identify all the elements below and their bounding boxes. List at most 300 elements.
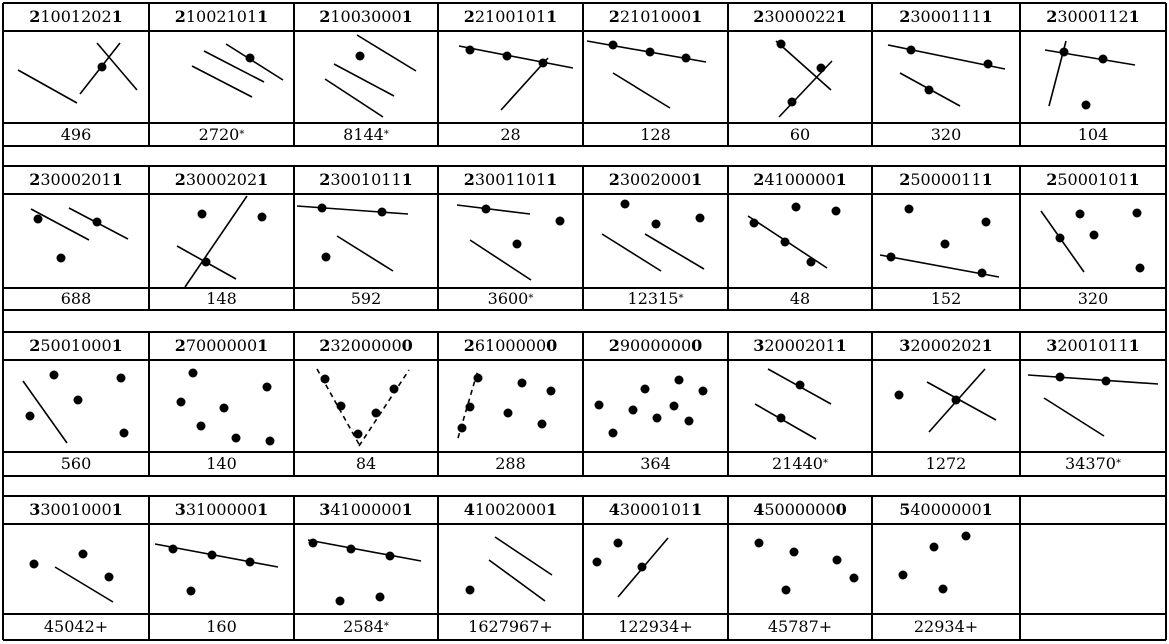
figure-point (386, 552, 395, 561)
figure-point (895, 391, 904, 400)
figure-canvas (1020, 524, 1166, 614)
code-middle-digits: 4000000 (910, 500, 982, 519)
figure-canvas (149, 360, 294, 452)
figure-point (887, 253, 896, 262)
code-first-digit: 2 (463, 7, 475, 26)
figure-point (907, 46, 916, 55)
figure-canvas (438, 194, 583, 288)
configuration-figure (3, 31, 149, 123)
configuration-count (872, 288, 1020, 310)
code-middle-digits: 3000112 (1057, 7, 1129, 26)
figure-line (470, 240, 531, 280)
figure-point (356, 52, 365, 61)
configuration-count (728, 452, 872, 476)
code-last-digit: 1 (1128, 7, 1140, 26)
figure-point (263, 383, 272, 392)
figure-point (1060, 48, 1069, 57)
figure-point (57, 254, 66, 263)
figure-point (682, 54, 691, 63)
code-middle-digits: 5000101 (1057, 170, 1129, 189)
figure-line (1044, 398, 1104, 436)
figure-point (939, 585, 948, 594)
figure-point (621, 200, 630, 209)
figure-point (74, 396, 83, 405)
figure-point (952, 396, 961, 405)
configuration-code (872, 332, 1020, 360)
figure-point (850, 574, 859, 583)
configuration-figure (872, 360, 1020, 452)
figure-point (593, 558, 602, 567)
figure-canvas (3, 194, 149, 288)
configuration-count (294, 452, 438, 476)
figure-canvas (1020, 360, 1166, 452)
figure-point (378, 208, 387, 217)
figure-line (645, 234, 704, 269)
figure-point (641, 385, 650, 394)
figure-point (197, 422, 206, 431)
figure-point (503, 52, 512, 61)
grid-rule (1165, 166, 1167, 310)
count-mark: * (528, 293, 534, 304)
grid-rule (2, 310, 4, 332)
code-middle-digits: 9000000 (619, 336, 692, 355)
code-last-digit: 1 (111, 7, 123, 26)
figure-point (796, 381, 805, 390)
code-middle-digits: 1001202 (40, 7, 112, 26)
code-middle-digits: 4100000 (330, 500, 402, 519)
configuration-count (149, 288, 294, 310)
code-last-digit: 1 (257, 170, 269, 189)
code-first-digit: 2 (899, 7, 911, 26)
code-last-digit: 0 (546, 336, 558, 355)
figure-point (198, 210, 207, 219)
figure-point (1076, 210, 1085, 219)
figure-canvas (872, 524, 1020, 614)
figure-point (547, 387, 556, 396)
configuration-count (294, 288, 438, 310)
figure-canvas (728, 524, 872, 614)
configuration-figure (872, 194, 1020, 288)
code-first-digit: 3 (753, 336, 765, 355)
figure-point (750, 219, 759, 228)
configuration-code (583, 332, 728, 360)
code-middle-digits: 5001000 (40, 336, 112, 355)
code-last-digit: 1 (1128, 170, 1140, 189)
code-middle-digits: 3002000 (619, 170, 692, 189)
code-middle-digits: 6100000 (474, 336, 547, 355)
code-first-digit: 2 (608, 170, 620, 189)
count-mark: * (822, 458, 828, 469)
configuration-count (728, 288, 872, 310)
configuration-code (583, 496, 728, 524)
code-last-digit: 1 (401, 500, 413, 519)
figure-canvas (3, 31, 149, 123)
figure-canvas (728, 31, 872, 123)
code-middle-digits: 1003000 (330, 7, 402, 26)
figure-point (232, 434, 241, 443)
configuration-code (872, 3, 1020, 31)
figure-point (755, 539, 764, 548)
count-value: 560 (60, 454, 92, 473)
grid-rule (1165, 310, 1167, 332)
code-middle-digits: 2000201 (764, 336, 836, 355)
code-last-digit: 0 (691, 336, 703, 355)
figure-point (169, 545, 178, 554)
configuration-code (3, 496, 149, 524)
configuration-count (438, 288, 583, 310)
code-last-digit: 1 (691, 7, 703, 26)
code-last-digit: 1 (835, 7, 847, 26)
count-value: 3600 (487, 289, 529, 308)
configuration-figure (294, 194, 438, 288)
figure-point (653, 414, 662, 423)
figure-canvas (294, 524, 438, 614)
grid-rule (1165, 332, 1167, 476)
figure-point (120, 429, 129, 438)
figure-point (925, 86, 934, 95)
configuration-count (3, 614, 149, 640)
count-mark: + (964, 617, 979, 636)
configuration-count (438, 123, 583, 146)
configuration-code (438, 166, 583, 194)
figure-point (318, 204, 327, 213)
code-last-digit: 1 (691, 170, 703, 189)
count-mark: * (1115, 458, 1121, 469)
count-value: 104 (1077, 124, 1109, 144)
figure-point (696, 214, 705, 223)
count-value: 688 (60, 289, 92, 308)
figure-canvas (149, 524, 294, 614)
code-first-digit: 2 (29, 7, 41, 26)
figure-line (226, 44, 283, 80)
count-value: 45042 (43, 617, 95, 636)
figure-point (322, 253, 331, 262)
code-middle-digits: 3000111 (910, 7, 982, 26)
count-value: 140 (206, 454, 237, 473)
figure-point (336, 597, 345, 606)
count-mark: * (678, 293, 684, 304)
configuration-figure (583, 524, 728, 614)
code-middle-digits: 5000011 (910, 170, 982, 189)
figure-point (458, 424, 467, 433)
code-middle-digits: 2001011 (1057, 336, 1129, 355)
configuration-code (728, 496, 872, 524)
grid-rule (1165, 3, 1167, 146)
code-last-digit: 1 (257, 336, 269, 355)
code-middle-digits: 1002101 (185, 7, 258, 26)
figure-point (26, 412, 35, 421)
code-last-digit: 1 (835, 336, 847, 355)
figure-canvas (583, 31, 728, 123)
figure-point (504, 409, 513, 418)
code-first-digit: 2 (753, 7, 765, 26)
code-middle-digits: 3000201 (40, 170, 112, 189)
figure-line (613, 73, 670, 108)
code-first-digit: 3 (899, 336, 911, 355)
figure-point (646, 48, 655, 57)
figure-point (93, 218, 102, 227)
configuration-count (1020, 123, 1166, 146)
figure-line (459, 46, 573, 68)
configuration-count (3, 288, 149, 310)
figure-point (788, 98, 797, 107)
code-middle-digits: 2101000 (619, 7, 692, 26)
figure-canvas (149, 31, 294, 123)
figure-point (652, 220, 661, 229)
configuration-figure (3, 194, 149, 288)
configuration-figure (1020, 194, 1166, 288)
figure-point (609, 429, 618, 438)
figure-point (321, 375, 330, 384)
configuration-figure (1020, 524, 1166, 614)
configuration-count (438, 452, 583, 476)
count-mark: + (539, 617, 553, 636)
code-last-digit: 1 (835, 170, 847, 189)
figure-point (117, 374, 126, 383)
figure-point (978, 269, 987, 278)
configuration-figure (149, 524, 294, 614)
figure-point (220, 404, 229, 413)
figure-point (202, 258, 211, 267)
count-value: 84 (355, 454, 377, 473)
code-last-digit: 0 (835, 500, 847, 519)
count-value: 12315 (627, 289, 679, 308)
code-last-digit: 1 (111, 336, 123, 355)
count-mark: + (679, 617, 693, 636)
figure-point (614, 539, 623, 548)
count-value: 2720 (198, 124, 240, 144)
configuration-figure (728, 360, 872, 452)
figure-point (50, 371, 59, 380)
configuration-count (728, 123, 872, 146)
configuration-figure (728, 31, 872, 123)
figure-canvas (872, 31, 1020, 123)
configuration-code (728, 332, 872, 360)
configuration-figure (149, 360, 294, 452)
figure-point (347, 545, 356, 554)
configuration-figure (149, 31, 294, 123)
figure-point (556, 217, 565, 226)
figure-canvas (149, 194, 294, 288)
figure-point (782, 586, 791, 595)
configuration-figure (1020, 360, 1166, 452)
configuration-code (728, 3, 872, 31)
figure-point (962, 532, 971, 541)
code-first-digit: 2 (174, 336, 186, 355)
figure-canvas (872, 360, 1020, 452)
code-last-digit: 1 (981, 500, 993, 519)
count-value: 2584 (343, 617, 384, 636)
figure-canvas (438, 360, 583, 452)
figure-point (638, 563, 647, 572)
code-first-digit: 2 (174, 170, 186, 189)
figure-canvas (294, 360, 438, 452)
figure-point (1099, 55, 1108, 64)
code-last-digit: 1 (111, 500, 123, 519)
figure-line (308, 540, 421, 561)
figure-line (337, 236, 393, 271)
figure-line (457, 205, 530, 214)
figure-point (675, 376, 684, 385)
figure-point (372, 409, 381, 418)
configuration-code (149, 496, 294, 524)
count-value: 1627967 (468, 617, 540, 636)
figure-point (833, 556, 842, 565)
code-middle-digits: 5000000 (764, 500, 836, 519)
configuration-code (438, 3, 583, 31)
figure-point (482, 205, 491, 214)
code-first-digit: 2 (1046, 170, 1058, 189)
figure-point (539, 59, 548, 68)
figure-point (817, 64, 826, 73)
count-value: 364 (640, 454, 671, 473)
configuration-figure (583, 194, 728, 288)
code-last-digit: 1 (546, 500, 558, 519)
configuration-figure (1020, 31, 1166, 123)
code-middle-digits: 3200000 (330, 336, 402, 355)
configuration-code (149, 3, 294, 31)
code-last-digit: 1 (546, 7, 558, 26)
code-last-digit: 1 (111, 170, 123, 189)
count-value: 21440 (772, 454, 823, 473)
configuration-code (872, 166, 1020, 194)
count-value: 48 (789, 289, 811, 308)
figure-point (807, 258, 816, 267)
figure-point (538, 420, 547, 429)
code-first-digit: 2 (1046, 7, 1058, 26)
code-first-digit: 2 (463, 170, 475, 189)
code-first-digit: 2 (463, 336, 475, 355)
configuration-code (294, 332, 438, 360)
figure-point (984, 60, 993, 69)
configuration-count (438, 614, 583, 640)
configuration-code (728, 166, 872, 194)
configuration-count (872, 452, 1020, 476)
figure-canvas (728, 194, 872, 288)
figure-point (98, 63, 107, 72)
figure-point (266, 437, 275, 446)
configuration-code (1020, 496, 1166, 524)
configuration-figure (583, 360, 728, 452)
figure-canvas (728, 360, 872, 452)
configuration-figure (438, 524, 583, 614)
count-value: 45787 (767, 617, 819, 636)
configuration-count (149, 123, 294, 146)
configuration-code (438, 332, 583, 360)
configuration-count (3, 452, 149, 476)
grid-rule (2, 476, 4, 496)
figure-point (670, 402, 679, 411)
count-mark: * (383, 621, 389, 632)
code-middle-digits: 7000000 (185, 336, 258, 355)
configuration-figure (872, 31, 1020, 123)
code-last-digit: 1 (981, 336, 993, 355)
figure-line (185, 196, 247, 287)
code-first-digit: 4 (463, 500, 475, 519)
figure-point (466, 46, 475, 55)
figure-canvas (583, 524, 728, 614)
figure-point (189, 369, 198, 378)
grid-rule (1165, 496, 1167, 640)
configuration-code (149, 332, 294, 360)
figure-canvas (1020, 194, 1166, 288)
figure-canvas (438, 31, 583, 123)
count-value: 28 (500, 124, 521, 144)
figure-canvas (3, 524, 149, 614)
code-first-digit: 3 (29, 500, 41, 519)
configuration-code (872, 496, 1020, 524)
code-last-digit: 1 (257, 500, 269, 519)
figure-point (905, 205, 914, 214)
figure-point (1082, 101, 1091, 110)
count-value: 288 (495, 454, 526, 473)
figure-line (357, 35, 416, 71)
configuration-figure (438, 360, 583, 452)
figure-point (1133, 209, 1142, 218)
configuration-code (1020, 3, 1166, 31)
configuration-count (294, 614, 438, 640)
configuration-count (294, 123, 438, 146)
code-first-digit: 2 (174, 7, 186, 26)
count-value: 22934 (913, 617, 965, 636)
configuration-figure (438, 31, 583, 123)
code-first-digit: 2 (319, 336, 331, 355)
figure-point (513, 240, 522, 249)
configuration-code (149, 166, 294, 194)
figure-point (790, 548, 799, 557)
count-value: 128 (640, 124, 671, 144)
figure-point (1136, 264, 1145, 273)
figure-point (1102, 377, 1111, 386)
grid-rule (2, 146, 4, 166)
code-middle-digits: 3000022 (764, 7, 836, 26)
figure-point (699, 387, 708, 396)
configuration-code (1020, 166, 1166, 194)
figure-point (246, 54, 255, 63)
configuration-count (1020, 452, 1166, 476)
figure-line (755, 404, 816, 439)
figure-canvas (872, 194, 1020, 288)
code-middle-digits: 3000101 (619, 500, 692, 519)
configuration-count (872, 123, 1020, 146)
figure-point (777, 414, 786, 423)
code-first-digit: 4 (608, 500, 620, 519)
figure-canvas (583, 360, 728, 452)
code-first-digit: 2 (608, 336, 620, 355)
configuration-figure (149, 194, 294, 288)
grid-rule (1165, 146, 1167, 166)
code-first-digit: 3 (319, 500, 331, 519)
code-first-digit: 2 (753, 170, 765, 189)
figure-point (34, 215, 43, 224)
figure-line (18, 70, 77, 103)
figure-point (466, 403, 475, 412)
code-middle-digits: 1002000 (474, 500, 547, 519)
figure-point (466, 586, 475, 595)
count-mark: * (239, 128, 245, 140)
figure-point (208, 551, 217, 560)
figure-line (489, 560, 545, 601)
count-value: 34370 (1065, 454, 1116, 473)
code-last-digit: 0 (401, 336, 413, 355)
configuration-count (583, 288, 728, 310)
code-last-digit: 1 (691, 500, 703, 519)
configuration-code (3, 166, 149, 194)
code-last-digit: 1 (401, 7, 413, 26)
figure-line (495, 537, 552, 575)
configuration-code (583, 3, 728, 31)
configuration-count (583, 452, 728, 476)
